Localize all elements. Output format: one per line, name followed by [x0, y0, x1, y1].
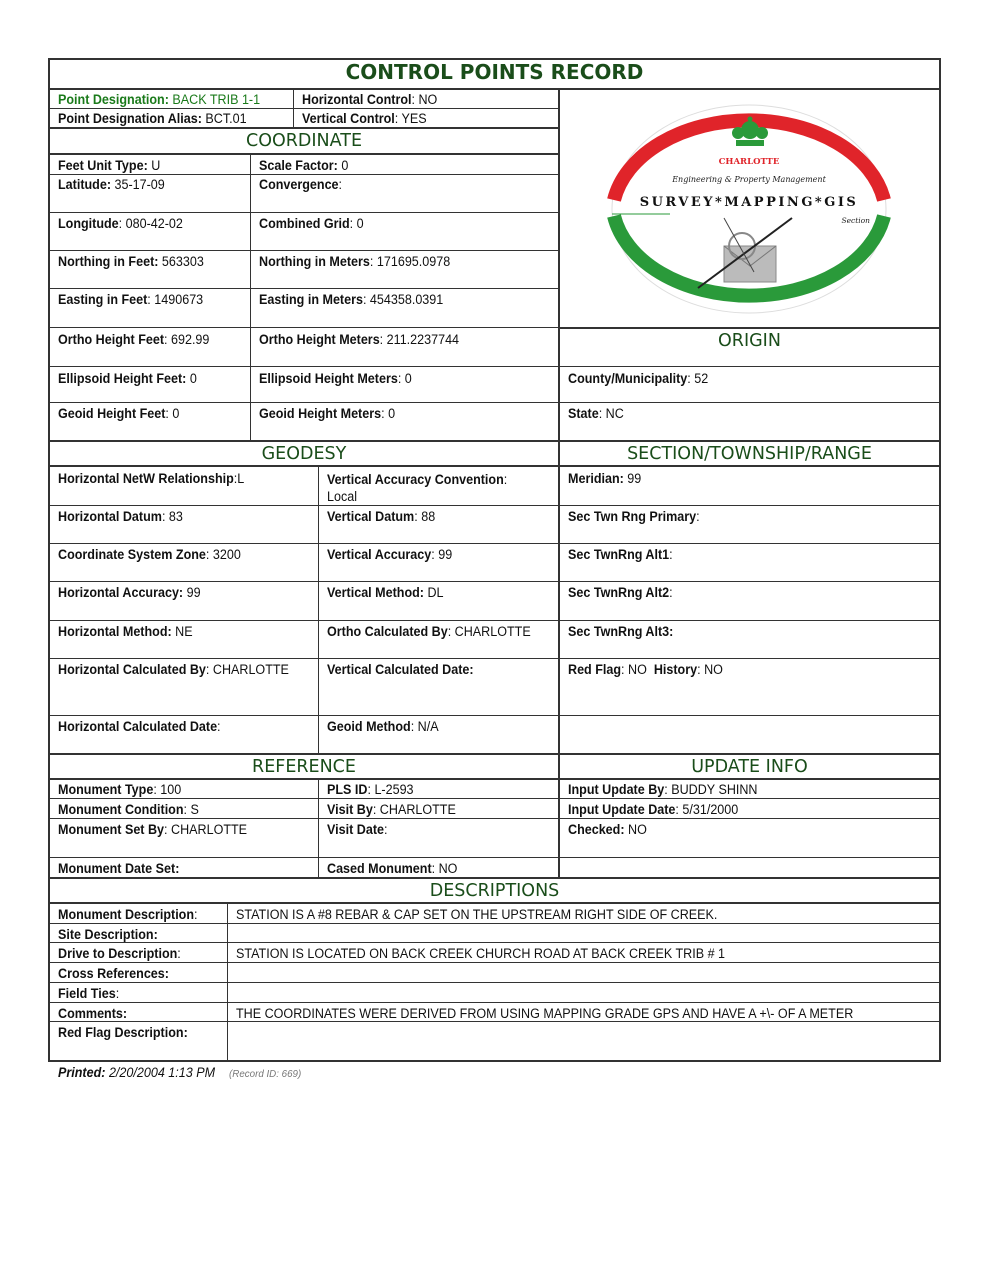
logo-emblem-icon [604, 96, 894, 322]
coordinate-heading: COORDINATE [245, 131, 362, 151]
geo-geoid-method: Geoid Method: N/A [327, 719, 439, 734]
descriptions-heading: DESCRIPTIONS [429, 881, 560, 901]
origin-heading: ORIGIN [718, 331, 781, 351]
str-meridian: Meridian: 99 [568, 471, 642, 486]
vertical-control: Vertical Control: YES [302, 111, 427, 126]
ref-monument-set-by: Monument Set By: CHARLOTTE [58, 822, 248, 837]
ref-visit-date: Visit Date: [327, 822, 388, 837]
coord-ellipsoid-meters: Ellipsoid Height Meters: 0 [259, 371, 412, 386]
geo-vertical-accuracy-convention: Vertical Accuracy Convention: Local [327, 472, 508, 504]
str-primary: Sec Twn Rng Primary: [568, 509, 700, 524]
ref-pls-id: PLS ID: L-2593 [327, 782, 414, 797]
charlotte-logo [604, 96, 894, 322]
svg-text:SURVEY*MAPPING*GIS: SURVEY*MAPPING*GIS [639, 195, 859, 210]
coord-ellipsoid-feet: Ellipsoid Height Feet: 0 [58, 371, 197, 386]
coord-longitude: Longitude: 080-42-02 [58, 216, 183, 231]
ref-visit-by: Visit By: CHARLOTTE [327, 802, 456, 817]
update-heading: UPDATE INFO [691, 757, 808, 777]
geo-vertical-calculated-date: Vertical Calculated Date: [327, 662, 474, 677]
point-designation: Point Designation: BACK TRIB 1-1 [58, 92, 261, 107]
desc-drive-label: Drive to Description: [58, 946, 181, 961]
geo-coordinate-zone: Coordinate System Zone: 3200 [58, 547, 241, 562]
coord-latitude: Latitude: 35-17-09 [58, 177, 165, 192]
desc-comments-value: THE COORDINATES WERE DERIVED FROM USING MAPPING GRADE GPS AND HAVE A +\- OF A METER [236, 1006, 854, 1021]
geo-vertical-accuracy: Vertical Accuracy: 99 [327, 547, 453, 562]
str-heading: SECTION/TOWNSHIP/RANGE [627, 444, 872, 464]
origin-state: State: NC [568, 406, 624, 421]
update-checked: Checked: NO [568, 822, 647, 837]
coord-ortho-feet: Ortho Height Feet: 692.99 [58, 332, 210, 347]
ref-monument-date-set: Monument Date Set: [58, 861, 180, 876]
page-title: CONTROL POINTS RECORD [345, 60, 644, 84]
svg-text:Engineering & Property Managem: Engineering & Property Management [672, 175, 826, 184]
geo-horizontal-calculated-by: Horizontal Calculated By: CHARLOTTE [58, 662, 289, 677]
coord-geoid-feet: Geoid Height Feet: 0 [58, 406, 180, 421]
origin-county: County/Municipality: 52 [568, 371, 709, 386]
geo-horizontal-datum: Horizontal Datum: 83 [58, 509, 183, 524]
coord-feet-unit: Feet Unit Type: U [58, 158, 161, 173]
update-input-by: Input Update By: BUDDY SHINN [568, 782, 758, 797]
desc-red-flag-label: Red Flag Description: [58, 1025, 188, 1040]
geodesy-heading: GEODESY [261, 444, 347, 464]
desc-field-ties-label: Field Ties: [58, 986, 120, 1001]
desc-drive-value: STATION IS LOCATED ON BACK CREEK CHURCH ROAD AT BACK CREEK TRIB # 1 [236, 946, 726, 961]
desc-monument-label: Monument Description: [58, 907, 198, 922]
geo-ortho-calculated-by: Ortho Calculated By: CHARLOTTE [327, 624, 531, 639]
coord-easting-feet: Easting in Feet: 1490673 [58, 292, 204, 307]
printed-footer: Printed: 2/20/2004 1:13 PM (Record ID: 669) [58, 1065, 302, 1080]
coord-ortho-meters: Ortho Height Meters: 211.2237744 [259, 332, 460, 347]
ref-monument-type: Monument Type: 100 [58, 782, 182, 797]
record-id: (Record ID: 669) [229, 1068, 302, 1080]
geo-horizontal-calculated-date: Horizontal Calculated Date: [58, 719, 221, 734]
str-alt2: Sec TwnRng Alt2: [568, 585, 673, 600]
update-input-date: Input Update Date: 5/31/2000 [568, 802, 739, 817]
geo-netw-relationship: Horizontal NetW Relationship:L [58, 471, 245, 486]
geo-vertical-method: Vertical Method: DL [327, 585, 444, 600]
str-alt3: Sec TwnRng Alt3: [568, 624, 674, 639]
ref-cased-monument: Cased Monument: NO [327, 861, 458, 876]
coord-northing-meters: Northing in Meters: 171695.0978 [259, 254, 451, 269]
point-designation-alias: Point Designation Alias: BCT.01 [58, 111, 247, 126]
coord-easting-meters: Easting in Meters: 454358.0391 [259, 292, 444, 307]
desc-comments-label: Comments: [58, 1006, 128, 1021]
coord-combined-grid: Combined Grid: 0 [259, 216, 364, 231]
str-alt1: Sec TwnRng Alt1: [568, 547, 673, 562]
coord-scale-factor: Scale Factor: 0 [259, 158, 349, 173]
geo-horizontal-method: Horizontal Method: NE [58, 624, 193, 639]
coord-geoid-meters: Geoid Height Meters: 0 [259, 406, 396, 421]
coord-northing-feet: Northing in Feet: 563303 [58, 254, 204, 269]
desc-cross-ref-label: Cross References: [58, 966, 169, 981]
geo-horizontal-accuracy: Horizontal Accuracy: 99 [58, 585, 201, 600]
horizontal-control: Horizontal Control: NO [302, 92, 438, 107]
str-redflag-history: Red Flag: NO History: NO [568, 662, 723, 677]
desc-site-label: Site Description: [58, 927, 158, 942]
coord-convergence: Convergence: [259, 177, 343, 192]
svg-text:Section: Section [841, 216, 870, 225]
geo-vertical-datum: Vertical Datum: 88 [327, 509, 436, 524]
ref-monument-condition: Monument Condition: S [58, 802, 199, 817]
desc-monument-value: STATION IS A #8 REBAR & CAP SET ON THE UPSTREAM RIGHT SIDE OF CREEK. [236, 907, 718, 922]
svg-text:CHARLOTTE: CHARLOTTE [718, 157, 780, 167]
reference-heading: REFERENCE [252, 757, 356, 777]
